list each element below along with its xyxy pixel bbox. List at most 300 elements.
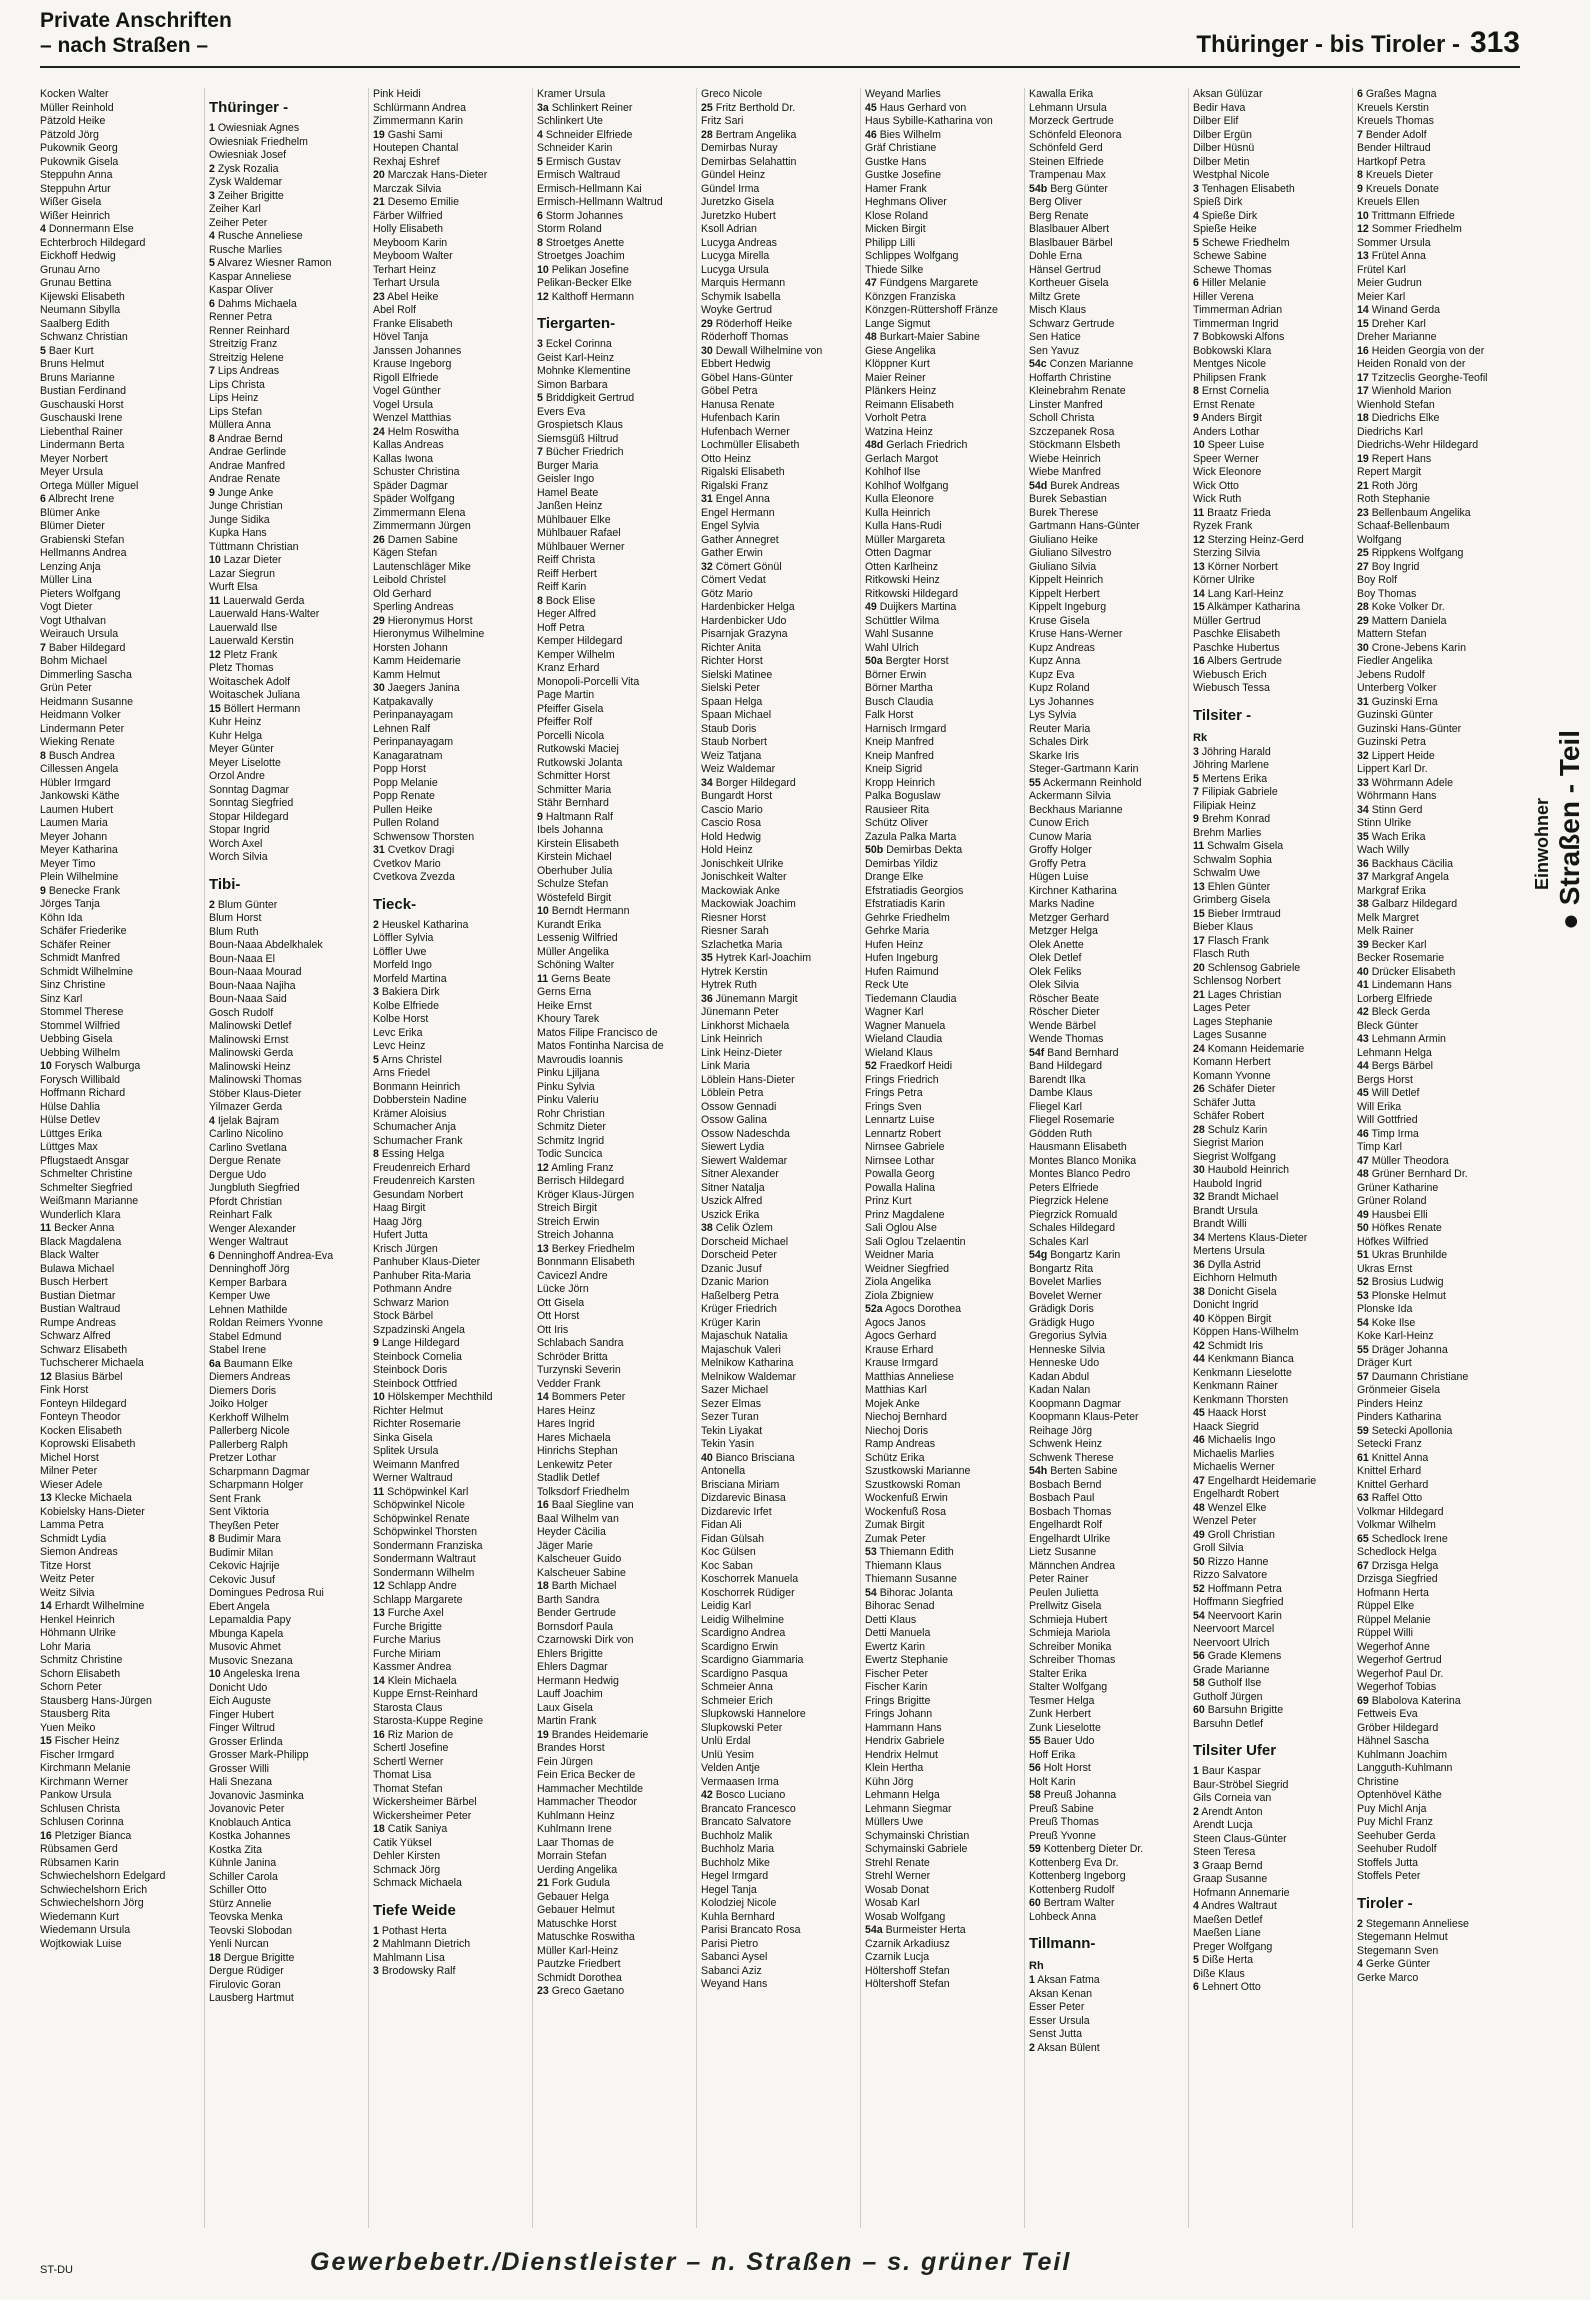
resident-entry: 31 Cvetkov Dragi: [373, 844, 455, 856]
resident-entry: Stommel Therese: [40, 1006, 124, 1018]
resident-entry: Kurandt Erika: [537, 918, 602, 931]
resident-entry: 18 Diedrichs Elke: [1357, 412, 1440, 424]
resident-entry: Matthias Anneliese: [865, 1370, 954, 1383]
resident-entry: Krause Irmgard: [865, 1357, 939, 1369]
resident-entry: Kneip Manfred: [865, 736, 934, 748]
resident-entry: Wunderlich Klara: [40, 1208, 121, 1221]
house-number: 4: [1193, 209, 1199, 222]
resident-entry: Flasch Ruth: [1193, 948, 1250, 960]
resident-entry: Dohle Erna: [1029, 250, 1082, 262]
resident-entry: Streich Birgit: [537, 1202, 598, 1214]
resident-entry: Stinn Ulrike: [1357, 817, 1412, 829]
resident-entry: 13 Berkey Friedhelm: [537, 1242, 635, 1255]
resident-entry: Preuß Sabine: [1029, 1802, 1094, 1815]
resident-entry: Ramp Andreas: [865, 1438, 936, 1450]
house-number: 61: [1357, 1451, 1369, 1464]
resident-entry: Grimberg Gisela: [1193, 894, 1271, 906]
resident-entry: Greco Nicole: [701, 88, 763, 100]
resident-entry: 54 Neervoort Karin: [1193, 1609, 1282, 1622]
resident-entry: Gather Annegret: [701, 533, 779, 546]
house-number: 54c: [1029, 358, 1047, 370]
resident-entry: Owiesniak Josef: [209, 149, 287, 161]
resident-entry: Giese Angelika: [865, 344, 936, 357]
resident-entry: Woitaschek Juliana: [209, 689, 301, 701]
resident-entry: Carlino Svetlana: [209, 1141, 287, 1154]
resident-entry: Hofmann Annemarie: [1193, 1886, 1290, 1899]
house-number: 17: [1357, 371, 1369, 384]
house-number: 38: [1193, 1285, 1205, 1298]
resident-entry: Kemper Barbara: [209, 1276, 287, 1289]
house-number: 5: [537, 392, 543, 404]
resident-entry: 15 Dreher Karl: [1357, 317, 1426, 330]
resident-entry: 7 Filipiak Gabriele: [1193, 786, 1278, 798]
resident-entry: Wegerhof Anne: [1357, 1640, 1430, 1653]
resident-entry: Kemper Uwe: [209, 1290, 271, 1302]
resident-entry: Stroetges Joachim: [537, 250, 625, 262]
resident-entry: Zimmermann Jürgen: [373, 520, 471, 532]
resident-entry: Milner Peter: [40, 1465, 98, 1477]
resident-entry: Terhart Heinz: [373, 263, 436, 276]
resident-entry: Richter Anita: [701, 641, 762, 654]
resident-entry: Kadan Abdul: [1029, 1370, 1090, 1383]
resident-entry: Kuhla Bernhard: [701, 1910, 775, 1923]
resident-entry: Grosser Erlinda: [209, 1735, 283, 1748]
house-number: 6: [1357, 88, 1363, 100]
resident-entry: 25 Rippkens Wolfgang: [1357, 547, 1464, 559]
resident-entry: Bruns Marianne: [40, 371, 115, 384]
resident-entry: Sen Hatice: [1029, 331, 1081, 343]
house-number: 36: [1357, 857, 1369, 870]
resident-entry: Panhuber Rita-Maria: [373, 1269, 471, 1282]
resident-entry: Meyer Liselotte: [209, 756, 281, 769]
resident-entry: 8 Busch Andrea: [40, 749, 115, 762]
house-number: 6: [209, 297, 215, 310]
resident-entry: Bulawa Michael: [40, 1262, 115, 1275]
resident-entry: Kuhr Heinz: [209, 716, 262, 728]
resident-entry: Rohr Christian: [537, 1107, 605, 1120]
resident-entry: Frings Petra: [865, 1087, 923, 1099]
resident-entry: 5 Briddigkeit Gertrud: [537, 392, 635, 404]
resident-entry: Saalberg Edith: [40, 317, 110, 330]
resident-entry: Busch Claudia: [865, 695, 934, 708]
resident-entry: Marks Nadine: [1029, 898, 1095, 910]
house-number: 18: [1357, 412, 1369, 424]
resident-entry: Schönfeld Eleonora: [1029, 128, 1122, 141]
resident-entry: 47 Fündgens Margarete: [865, 277, 979, 289]
resident-entry: Komann Herbert: [1193, 1056, 1271, 1068]
resident-entry: Piegrzick Romuald: [1029, 1208, 1118, 1221]
resident-entry: Martin Frank: [537, 1715, 597, 1727]
resident-entry: Dilber Ergün: [1193, 128, 1252, 141]
house-number: 8: [209, 1533, 215, 1545]
house-number: 12: [537, 290, 549, 303]
house-number: 3: [1193, 1859, 1199, 1872]
resident-entry: Kuhr Helga: [209, 729, 262, 742]
resident-entry: Steger-Gartmann Karin: [1029, 763, 1139, 775]
resident-entry: Unterberg Volker: [1357, 682, 1437, 694]
directory-columns: [40, 88, 1520, 2228]
resident-entry: Yenli Nurcan: [209, 1938, 269, 1950]
resident-entry: Rübsamen Karin: [40, 1856, 119, 1869]
resident-entry: Weyand Marlies: [865, 88, 941, 100]
resident-entry: Sonntag Siegfried: [209, 797, 294, 809]
resident-entry: Reihage Jörg: [1029, 1424, 1093, 1437]
resident-entry: Schewe Thomas: [1193, 263, 1272, 276]
resident-entry: Jünemann Peter: [701, 1006, 779, 1018]
resident-entry: Pfeiffer Gisela: [537, 702, 604, 715]
resident-entry: Schmidt Lydia: [40, 1532, 107, 1545]
house-number: 1: [209, 122, 215, 134]
house-number: 4: [209, 1114, 215, 1127]
resident-entry: 6 Hiller Melanie: [1193, 277, 1267, 289]
resident-entry: Maeßen Detlef: [1193, 1913, 1263, 1926]
resident-entry: Buchholz Mike: [701, 1856, 770, 1869]
resident-entry: Cascio Mario: [701, 803, 763, 816]
resident-entry: Demirbas Yildiz: [865, 857, 939, 870]
resident-entry: Strehl Werner: [865, 1870, 931, 1882]
resident-entry: Frütel Karl: [1357, 263, 1406, 276]
house-number: 53: [865, 1546, 877, 1558]
house-number: 52: [865, 1060, 877, 1072]
house-number: 10: [209, 554, 221, 566]
resident-entry: Zumak Birgit: [865, 1519, 925, 1531]
resident-entry: Wegerhof Paul Dr.: [1357, 1667, 1444, 1680]
resident-entry: Zunk Lieselotte: [1029, 1721, 1101, 1734]
resident-entry: Furche Marius: [373, 1634, 441, 1646]
house-number: 13: [1193, 880, 1205, 893]
resident-entry: Parisi Brancato Rosa: [701, 1924, 801, 1936]
resident-entry: Seehuber Gerda: [1357, 1829, 1436, 1842]
house-number: 2: [209, 898, 215, 911]
resident-entry: Henkel Heinrich: [40, 1613, 115, 1626]
resident-entry: Lys Sylvia: [1029, 709, 1077, 721]
house-number: 7: [1193, 786, 1199, 798]
house-number: 16: [1193, 655, 1205, 667]
resident-entry: Wenzel Matthias: [373, 412, 452, 424]
resident-entry: Stopar Ingrid: [209, 824, 270, 836]
resident-entry: 5 Schewe Friedhelm: [1193, 236, 1290, 249]
resident-entry: Ernst Renate: [1193, 398, 1255, 411]
resident-entry: Guschauski Horst: [40, 398, 124, 411]
resident-entry: Link Heinz-Dieter: [701, 1046, 783, 1059]
resident-entry: Stopar Hildegard: [209, 810, 289, 823]
resident-entry: Pullen Roland: [373, 817, 439, 829]
resident-entry: 48d Gerlach Friedrich: [865, 439, 968, 451]
resident-entry: Weimann Manfred: [373, 1458, 460, 1471]
resident-entry: Rigalski Franz: [701, 479, 769, 492]
resident-entry: Graap Susanne: [1193, 1873, 1268, 1885]
resident-entry: Kirchmann Werner: [40, 1775, 129, 1788]
resident-entry: 14 Lang Karl-Heinz: [1193, 587, 1284, 600]
resident-entry: Olek Feliks: [1029, 965, 1082, 978]
resident-entry: 28 Koke Volker Dr.: [1357, 601, 1445, 613]
resident-entry: 9 Anders Birgit: [1193, 412, 1262, 424]
resident-entry: 17 Wienhold Marion: [1357, 385, 1452, 397]
resident-entry: Sinz Christine: [40, 979, 106, 991]
resident-entry: 9 Brehm Konrad: [1193, 813, 1271, 825]
resident-entry: Ott Iris: [537, 1323, 569, 1336]
resident-entry: Demirbas Nuray: [701, 142, 778, 154]
resident-entry: Dzanic Jusuf: [701, 1262, 762, 1275]
resident-entry: Guzinski Petra: [1357, 736, 1426, 748]
house-number: 14: [373, 1674, 385, 1687]
resident-entry: Schmidt Dorothea: [537, 1971, 622, 1984]
resident-entry: Cvetkova Zvezda: [373, 871, 455, 883]
resident-entry: Preuß Thomas: [1029, 1816, 1099, 1828]
resident-entry: Reiff Herbert: [537, 567, 597, 580]
resident-entry: Kropp Heinrich: [865, 776, 936, 789]
resident-entry: 58 Preuß Johanna: [1029, 1789, 1117, 1801]
resident-entry: Stöckmann Elsbeth: [1029, 439, 1121, 451]
resident-entry: Nirnsee Gabriele: [865, 1141, 945, 1153]
resident-entry: Palka Boguslaw: [865, 790, 941, 802]
house-number: 7: [40, 641, 46, 654]
resident-entry: Löblein Hans-Dieter: [701, 1073, 795, 1086]
resident-entry: Steen Teresa: [1193, 1846, 1256, 1858]
resident-entry: Müller Gertrud: [1193, 614, 1261, 627]
resident-entry: Lehmann Helga: [1357, 1046, 1432, 1059]
resident-entry: Mühlbauer Werner: [537, 540, 625, 553]
resident-entry: Becker Rosemarie: [1357, 952, 1445, 964]
resident-entry: Tuchscherer Michaela: [40, 1357, 144, 1369]
resident-entry: Krüger Friedrich: [701, 1303, 777, 1315]
resident-entry: Diße Klaus: [1193, 1967, 1245, 1980]
resident-entry: 11 Becker Anna: [40, 1222, 115, 1234]
resident-entry: Donicht Udo: [209, 1681, 268, 1694]
house-number: 12: [209, 648, 221, 661]
resident-entry: Pelikan-Becker Elke: [537, 277, 632, 289]
resident-entry: Kruse Hans-Werner: [1029, 628, 1123, 640]
resident-entry: Michel Horst: [40, 1451, 99, 1464]
resident-entry: Bosbach Thomas: [1029, 1505, 1112, 1518]
resident-entry: Volkmar Hildegard: [1357, 1505, 1444, 1518]
resident-entry: Czarnowski Dirk von: [537, 1634, 634, 1646]
resident-entry: Hänsel Gertrud: [1029, 263, 1101, 276]
house-number: 11: [1193, 506, 1205, 519]
resident-entry: Knittel Erhard: [1357, 1465, 1422, 1477]
resident-entry: Lennartz Robert: [865, 1127, 941, 1140]
resident-entry: Kocken Elisabeth: [40, 1424, 122, 1437]
resident-entry: Mohnke Klementine: [537, 365, 631, 377]
resident-entry: Wolfgang: [1357, 533, 1402, 546]
resident-entry: Seehuber Rudolf: [1357, 1843, 1437, 1855]
resident-entry: 19 Brandes Heidemarie: [537, 1728, 649, 1741]
resident-entry: 48 Burkart-Maier Sabine: [865, 331, 980, 343]
resident-entry: Schwiechelshorn Edelgard: [40, 1870, 166, 1882]
resident-entry: Metzger Helga: [1029, 925, 1098, 937]
resident-entry: Vogt Dieter: [40, 601, 93, 613]
resident-entry: Renner Petra: [209, 311, 273, 323]
resident-entry: Weiz Waldemar: [701, 763, 776, 775]
resident-entry: Fischer Peter: [865, 1667, 928, 1680]
resident-entry: Dizdarevic Binasa: [701, 1492, 786, 1504]
resident-entry: Kuhlmann Irene: [537, 1823, 612, 1835]
resident-entry: Schwenk Therese: [1029, 1451, 1114, 1464]
resident-entry: Scholl Christa: [1029, 412, 1095, 424]
house-number: 10: [537, 263, 549, 276]
resident-entry: Esser Ursula: [1029, 2014, 1090, 2027]
resident-entry: Grunau Arno: [40, 263, 101, 276]
resident-entry: Lorberg Elfriede: [1357, 992, 1433, 1005]
resident-entry: Plein Wilhelmine: [40, 871, 119, 883]
resident-entry: 35 Wach Erika: [1357, 830, 1426, 843]
resident-entry: 38 Celik Özlem: [701, 1222, 773, 1234]
resident-entry: Zysk Waldemar: [209, 176, 283, 188]
resident-entry: Powalla Georg: [865, 1168, 935, 1180]
resident-entry: Puy Michl Franz: [1357, 1816, 1433, 1828]
resident-entry: Weitz Peter: [40, 1573, 95, 1585]
resident-entry: Hali Snezana: [209, 1776, 273, 1788]
house-number: 54: [1357, 1316, 1369, 1329]
house-number: 28: [701, 128, 713, 141]
house-number: 44: [1357, 1060, 1369, 1072]
resident-entry: 55 Bauer Udo: [1029, 1735, 1095, 1747]
resident-entry: Stoffels Peter: [1357, 1870, 1421, 1882]
resident-entry: 51 Ukras Brunhilde: [1357, 1249, 1448, 1261]
resident-entry: Kramer Ursula: [537, 88, 606, 100]
house-number: 11: [209, 594, 221, 607]
resident-entry: Groffy Holger: [1029, 844, 1092, 856]
house-number: 59: [1357, 1424, 1369, 1437]
resident-entry: 31 Engel Anna: [701, 493, 770, 505]
resident-entry: Hufen Heinz: [865, 938, 924, 951]
resident-entry: Meier Karl: [1357, 290, 1406, 303]
resident-entry: Steinbock Cornelia: [373, 1350, 462, 1363]
resident-entry: Pallerberg Ralph: [209, 1438, 288, 1451]
house-number: 44: [1193, 1353, 1205, 1365]
house-number: 29: [373, 614, 385, 627]
resident-entry: 7 Bobkowski Alfons: [1193, 331, 1285, 343]
resident-entry: Reimann Elisabeth: [865, 398, 954, 411]
resident-entry: Haubold Ingrid: [1193, 1177, 1262, 1190]
resident-entry: Grosser Willi: [209, 1762, 270, 1775]
house-number: 23: [373, 290, 385, 303]
resident-entry: Fischer Karin: [865, 1681, 928, 1693]
resident-entry: Hövel Tanja: [373, 331, 429, 343]
resident-entry: Barsuhn Detlef: [1193, 1717, 1264, 1730]
resident-entry: Furche Miriam: [373, 1647, 441, 1660]
resident-entry: Link Maria: [701, 1060, 750, 1072]
resident-entry: Heidmann Volker: [40, 709, 121, 721]
resident-entry: Pinders Heinz: [1357, 1397, 1423, 1410]
resident-entry: Fonteyn Hildegard: [40, 1397, 127, 1410]
resident-entry: Brisciana Miriam: [701, 1478, 780, 1491]
resident-entry: Hammann Hans: [865, 1721, 942, 1734]
resident-entry: 34 Borger Hildegard: [701, 776, 796, 789]
resident-entry: Heger Alfred: [537, 608, 596, 620]
resident-entry: Rüppel Melanie: [1357, 1613, 1431, 1626]
resident-entry: Grädigk Hugo: [1029, 1316, 1095, 1329]
house-number: 60: [1193, 1704, 1205, 1716]
resident-entry: Scharpmann Holger: [209, 1479, 304, 1491]
resident-entry: Budimir Milan: [209, 1546, 274, 1559]
resident-entry: Hoffmann Richard: [40, 1087, 126, 1099]
resident-entry: 59 Setecki Apollonia: [1357, 1424, 1453, 1437]
resident-entry: Mattern Stefan: [1357, 628, 1427, 640]
resident-entry: Lindermann Berta: [40, 439, 125, 451]
house-number: 43: [1357, 1033, 1369, 1045]
resident-entry: 29 Mattern Daniela: [1357, 614, 1447, 627]
resident-entry: Berg Renate: [1029, 209, 1089, 222]
resident-entry: Thomat Stefan: [373, 1782, 443, 1795]
resident-entry: Lietz Susanne: [1029, 1546, 1097, 1558]
resident-entry: 4 Donnermann Else: [40, 223, 134, 235]
house-number: 47: [865, 277, 877, 289]
resident-entry: Baal Wilhelm van: [537, 1512, 619, 1525]
resident-entry: Brandt Ursula: [1193, 1204, 1258, 1217]
house-number: 10: [1357, 209, 1369, 222]
resident-entry: Schorn Elisabeth: [40, 1667, 121, 1680]
resident-entry: Müllers Uwe: [865, 1816, 924, 1828]
resident-entry: Pinku Sylvia: [537, 1080, 595, 1093]
resident-entry: 28 Bertram Angelika: [701, 128, 797, 141]
house-number: 50b: [865, 844, 884, 856]
page-header: [40, 8, 1520, 68]
resident-entry: Kallas Iwona: [373, 452, 434, 465]
resident-entry: Sondermann Waltraut: [373, 1553, 476, 1565]
resident-entry: Körner Ulrike: [1193, 574, 1255, 586]
resident-entry: Schlinkert Ute: [537, 115, 603, 127]
house-number: 48d: [865, 439, 884, 451]
house-number: 39: [1357, 938, 1369, 951]
resident-entry: Diemers Doris: [209, 1384, 277, 1397]
house-number: 34: [701, 776, 713, 789]
resident-entry: 54f Band Bernhard: [1029, 1046, 1119, 1059]
house-number: 12: [537, 1161, 549, 1174]
house-number: 7: [1193, 331, 1199, 343]
resident-entry: 3 Eckel Corinna: [537, 338, 612, 350]
resident-entry: Vorholt Petra: [865, 412, 927, 424]
house-number: 13: [1193, 560, 1205, 573]
resident-entry: Zazula Palka Marta: [865, 830, 957, 843]
resident-entry: Zunk Herbert: [1029, 1708, 1091, 1720]
resident-entry: Hardenbicker Udo: [701, 614, 787, 627]
page-footer: [40, 2248, 1520, 2288]
resident-entry: Pieters Wolfgang: [40, 587, 121, 600]
house-number: 10: [537, 905, 549, 917]
resident-entry: Szlachetka Maria: [701, 938, 783, 951]
resident-entry: Schertl Josefine: [373, 1742, 449, 1754]
resident-entry: Müller Reinhold: [40, 101, 114, 114]
directory-column: [1024, 88, 1189, 2228]
resident-entry: Wißer Gisela: [40, 196, 102, 208]
resident-entry: Scardigno Pasqua: [701, 1667, 788, 1680]
house-number: 40: [701, 1451, 713, 1464]
resident-entry: Baur-Ströbel Siegrid: [1193, 1778, 1289, 1791]
resident-entry: 2 Zysk Rozalia: [209, 162, 279, 175]
house-number: 8: [537, 236, 543, 249]
resident-entry: 29 Hieronymus Horst: [373, 614, 473, 627]
resident-entry: Staub Doris: [701, 722, 757, 735]
resident-entry: Kirstein Elisabeth: [537, 837, 619, 850]
resident-entry: 5 Ermisch Gustav: [537, 155, 621, 168]
resident-entry: 67 Drzisga Helga: [1357, 1559, 1439, 1572]
resident-entry: Färber Wilfried: [373, 209, 443, 222]
resident-entry: Ziola Zbigniew: [865, 1289, 934, 1302]
resident-entry: Frings Brigitte: [865, 1694, 931, 1707]
resident-entry: Burger Maria: [537, 459, 599, 472]
resident-entry: Lauff Joachim: [537, 1688, 603, 1700]
resident-entry: Freudenreich Erhard: [373, 1161, 471, 1174]
resident-entry: Löblein Petra: [701, 1087, 764, 1099]
house-number: 51: [1357, 1249, 1369, 1261]
house-number: 6a: [209, 1357, 221, 1370]
resident-entry: Preuß Yvonne: [1029, 1829, 1096, 1842]
house-number: 42: [701, 1789, 713, 1801]
resident-entry: Steppuhn Anna: [40, 169, 113, 181]
resident-entry: Wenzel Peter: [1193, 1515, 1257, 1527]
resident-entry: Malinowski Gerda: [209, 1047, 294, 1059]
